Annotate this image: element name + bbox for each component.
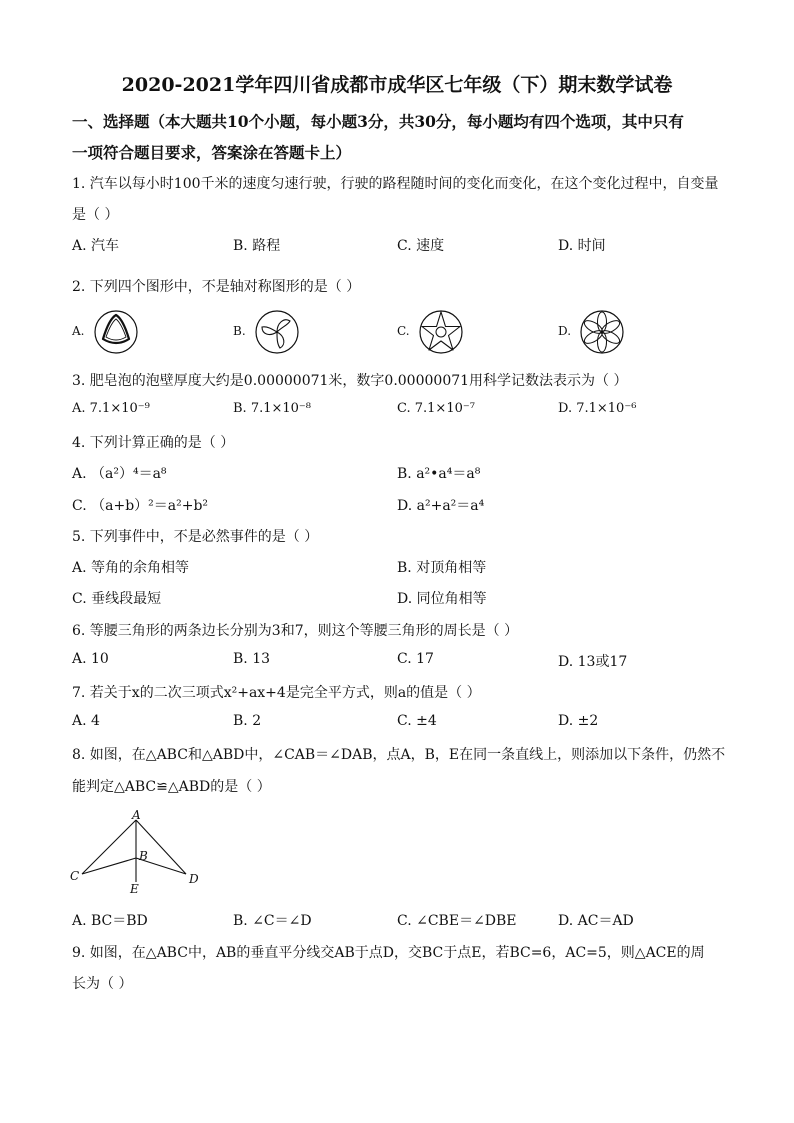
q8-option-d: D. AC＝AD: [558, 913, 634, 929]
section-heading-line2: 一项符合题目要求，答案涂在答题卡上）: [72, 143, 352, 162]
figure-a-circle-triangle: [93, 309, 139, 355]
label-c: C: [70, 869, 80, 883]
q1-option-a: A. 汽车: [72, 238, 120, 254]
label-d: D: [189, 872, 199, 886]
figure-d-circle-flower: [579, 309, 625, 355]
q1-stem-line2: 是（ ）: [72, 207, 119, 223]
q5-stem: 5. 下列事件中，不是必然事件的是（ ）: [72, 529, 319, 545]
page-title: 2020-2021学年四川省成都市成华区七年级（下）期末数学试卷: [121, 74, 673, 96]
q5-option-c: C. 垂线段最短: [72, 591, 162, 607]
q6-option-d: D. 13或17: [558, 654, 628, 670]
label-e: E: [130, 882, 139, 896]
q3-option-a: A. 7.1×10⁻⁹: [72, 401, 150, 416]
q7-option-b: B. 2: [233, 713, 262, 729]
q4-option-a: A. （a²）⁴＝a⁸: [72, 466, 167, 482]
section-heading-line1: 一、选择题（本大题共10个小题，每小题3分，共30分，每小题均有四个选项，其中只有: [72, 112, 684, 131]
q2-stem: 2. 下列四个图形中，不是轴对称图形的是（ ）: [72, 279, 361, 295]
q8-option-a: A. BC＝BD: [72, 913, 148, 929]
q1-option-b: B. 路程: [233, 238, 281, 254]
q3-stem: 3. 肥皂泡的泡壁厚度大约是0.00000071米，数字0.00000071用科学记数法表示为（ ）: [72, 373, 628, 389]
q2-label-c: C.: [397, 324, 410, 338]
figure-c-circle-star: [418, 309, 464, 355]
figure-b-circle-swirl: [254, 309, 300, 355]
q4-option-c: C. （a+b）²＝a²+b²: [72, 498, 209, 514]
q2-label-d: D.: [558, 324, 572, 338]
q8-triangle-figure: [66, 808, 206, 896]
q3-option-d: D. 7.1×10⁻⁶: [558, 401, 637, 416]
q6-option-c: C. 17: [397, 651, 434, 667]
q7-stem: 7. 若关于x的二次三项式x²+ax+4是完全平方式，则a的值是（ ）: [72, 685, 481, 701]
q7-option-d: D. ±2: [558, 713, 599, 729]
q8-stem-line2: 能判定△ABC≌△ABD的是（ ）: [72, 779, 271, 795]
q8-option-c: C. ∠CBE＝∠DBE: [397, 913, 517, 929]
q7-option-c: C. ±4: [397, 713, 437, 729]
q2-label-a: A.: [72, 324, 85, 338]
q3-option-c: C. 7.1×10⁻⁷: [397, 401, 475, 416]
q5-option-a: A. 等角的余角相等: [72, 560, 190, 576]
q9-stem-line2: 长为（ ）: [72, 976, 133, 992]
q6-option-b: B. 13: [233, 651, 271, 667]
q8-option-b: B. ∠C＝∠D: [233, 913, 312, 929]
q3-option-b: B. 7.1×10⁻⁸: [233, 401, 311, 416]
q4-stem: 4. 下列计算正确的是（ ）: [72, 435, 235, 451]
q6-option-a: A. 10: [72, 651, 109, 667]
label-b: B: [139, 849, 148, 863]
q5-option-b: B. 对顶角相等: [397, 560, 487, 576]
q4-option-b: B. a²•a⁴＝a⁸: [397, 466, 481, 482]
q9-stem-line1: 9. 如图，在△ABC中，AB的垂直平分线交AB于点D，交BC于点E，若BC=6，AC=5，则△ACE的周: [72, 945, 705, 961]
q6-stem: 6. 等腰三角形的两条边长分别为3和7，则这个等腰三角形的周长是（ ）: [72, 623, 519, 639]
label-a: A: [132, 808, 141, 822]
q7-option-a: A. 4: [72, 713, 100, 729]
q4-option-d: D. a²+a²＝a⁴: [397, 498, 485, 514]
q8-stem-line1: 8. 如图，在△ABC和△ABD中，∠CAB＝∠DAB，点A，B，E在同一条直线上，则添加以下条件，仍然不: [72, 747, 726, 763]
q5-option-d: D. 同位角相等: [397, 591, 487, 607]
q1-option-d: D. 时间: [558, 238, 606, 254]
q2-label-b: B.: [233, 324, 246, 338]
q1-stem-line1: 1. 汽车以每小时100千米的速度匀速行驶，行驶的路程随时间的变化而变化，在这个变化过程中，自变量: [72, 176, 719, 192]
q1-option-c: C. 速度: [397, 238, 445, 254]
